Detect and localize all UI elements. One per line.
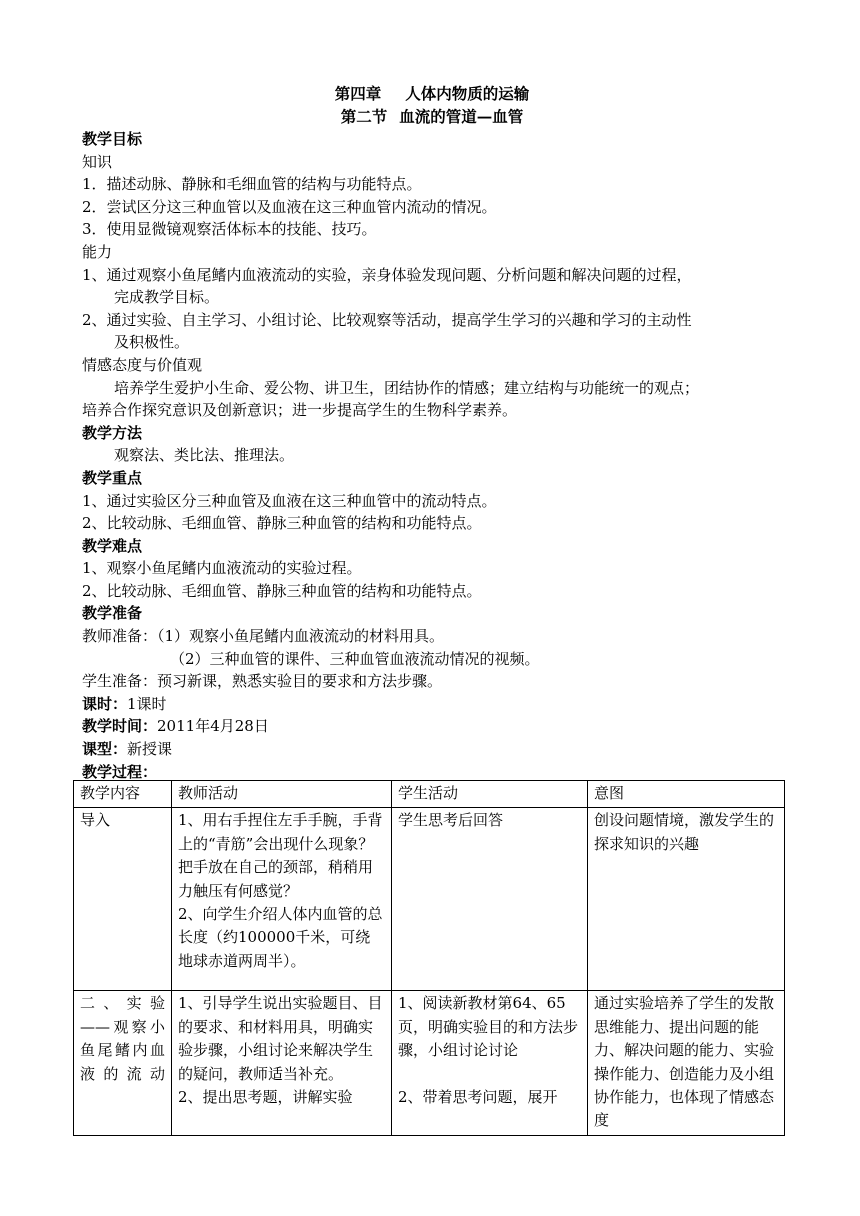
section-name: 血流的管道—血管 — [399, 107, 524, 126]
content-cell: 导入 — [74, 808, 172, 991]
lesson-time-label: 教学时间： — [82, 717, 158, 736]
teacher-activity: 2、提出思考题，讲解实验 — [178, 1088, 353, 1107]
key-points-heading: 教学重点 — [82, 468, 143, 487]
difficulty-item: 1、观察小鱼尾鳍内血液流动的实验过程。 — [82, 559, 362, 578]
lesson-time-value: 2011年4月28日 — [157, 717, 269, 736]
ability-item-cont: 完成教学目标。 — [114, 288, 220, 307]
knowledge-item: 2．尝试区分这三种血管以及血液在这三种血管内流动的情况。 — [82, 197, 497, 216]
difficulty-item: 2、比较动脉、毛细血管、静脉三种血管的结构和功能特点。 — [82, 581, 482, 600]
lesson-hours — [82, 693, 782, 716]
table-header-cell: 教学内容 — [74, 781, 172, 808]
table-row — [74, 991, 785, 1135]
section-title — [82, 105, 782, 128]
knowledge-item: 1．描述动脉、静脉和毛细血管的结构与功能特点。 — [82, 175, 422, 194]
student-cell — [392, 991, 588, 1135]
lesson-hours-label: 课时： — [82, 694, 128, 713]
emotion-text: 培养合作探究意识及创新意识；进一步提高学生的生物科学素养。 — [82, 401, 518, 420]
ability-item: 1、通过观察小鱼尾鳍内血液流动的实验，亲身体验发现问题、分析问题和解决问题的过程， — [82, 265, 692, 284]
student-activity: 1、阅读新教材第64、65页，明确实验目的和方法步骤，小组讨论讨论 — [398, 994, 579, 1060]
knowledge-label: 知识 — [82, 152, 113, 171]
document-page — [82, 82, 782, 783]
teacher-prep-label: 教师准备： — [82, 627, 158, 646]
chapter-title — [82, 82, 782, 105]
teacher-cell — [172, 808, 392, 991]
table-header-cell: 意图 — [588, 781, 785, 808]
content-cell: 二、实验——观察小鱼尾鳍内血液的流动 — [74, 991, 172, 1135]
key-point-item: 1、通过实验区分三种血管及血液在这三种血管中的流动特点。 — [82, 491, 497, 510]
student-cell — [392, 808, 588, 991]
methods-heading: 教学方法 — [82, 423, 143, 442]
chapter-name: 人体内物质的运输 — [405, 84, 530, 103]
table-row — [74, 808, 785, 991]
ability-label: 能力 — [82, 242, 113, 261]
process-heading: 教学过程： — [82, 762, 158, 781]
student-preparation: 学生准备：预习新课，熟悉实验目的要求和方法步骤。 — [82, 672, 443, 691]
table-header-cell: 教师活动 — [172, 781, 392, 808]
emotion-text: 培养学生爱护小生命、爱公物、讲卫生，团结协作的情感；建立结构与功能统一的观点； — [114, 378, 700, 397]
teacher-prep-item: （1）观察小鱼尾鳍内血液流动的材料用具。 — [157, 627, 445, 646]
methods-text: 观察法、类比法、推理法。 — [114, 446, 295, 465]
teacher-cell — [172, 991, 392, 1135]
process-table — [73, 780, 785, 1136]
intent-cell: 通过实验培养了学生的发散思维能力、提出问题的能力、解决问题的能力、实验操作能力、创造能力及小组协作能力，也体现了情感态度 — [588, 991, 785, 1135]
lesson-type-value: 新授课 — [127, 740, 173, 759]
preparation-heading: 教学准备 — [82, 604, 143, 623]
student-activity: 学生思考后回答 — [398, 811, 504, 830]
lesson-type — [82, 738, 782, 761]
lesson-hours-value: 1课时 — [127, 694, 167, 713]
lesson-type-label: 课型： — [82, 740, 128, 759]
teacher-prep-item: （2）三种血管的课件、三种血管血液流动情况的视频。 — [170, 649, 540, 668]
key-point-item: 2、比较动脉、毛细血管、静脉三种血管的结构和功能特点。 — [82, 514, 482, 533]
knowledge-item: 3．使用显微镜观察活体标本的技能、技巧。 — [82, 220, 377, 239]
teacher-activity: 2、向学生介绍人体内血管的总长度（约100000千米，可绕地球赤道两周半）。 — [178, 905, 383, 970]
emotion-label: 情感态度与价值观 — [82, 355, 203, 374]
teacher-activity: 1、引导学生说出实验题目、目的要求、和材料用具，明确实验步骤，小组讨论来解决学生的疑问，教师适当补充。 — [178, 994, 383, 1083]
section-number: 第二节 — [340, 107, 388, 126]
table-header-cell: 学生活动 — [392, 781, 588, 808]
chapter-number: 第四章 — [334, 84, 382, 103]
table-header-row — [74, 781, 785, 808]
ability-item: 2、通过实验、自主学习、小组讨论、比较观察等活动，提高学生学习的兴趣和学习的主动性 — [82, 310, 692, 329]
lesson-time — [82, 715, 782, 738]
ability-item-cont: 及积极性。 — [114, 333, 190, 352]
difficulties-heading: 教学难点 — [82, 536, 143, 555]
teacher-preparation — [82, 625, 782, 648]
teacher-activity: 1、用右手捏住左手手腕，手背上的“青筋”会出现什么现象？把手放在自己的颈部，稍稍用力触压有何感觉？ — [178, 811, 383, 900]
student-activity: 2、带着思考问题，展开 — [398, 1087, 558, 1106]
intent-cell: 创设问题情境，激发学生的探求知识的兴趣 — [588, 808, 785, 991]
objectives-heading: 教学目标 — [82, 130, 143, 148]
